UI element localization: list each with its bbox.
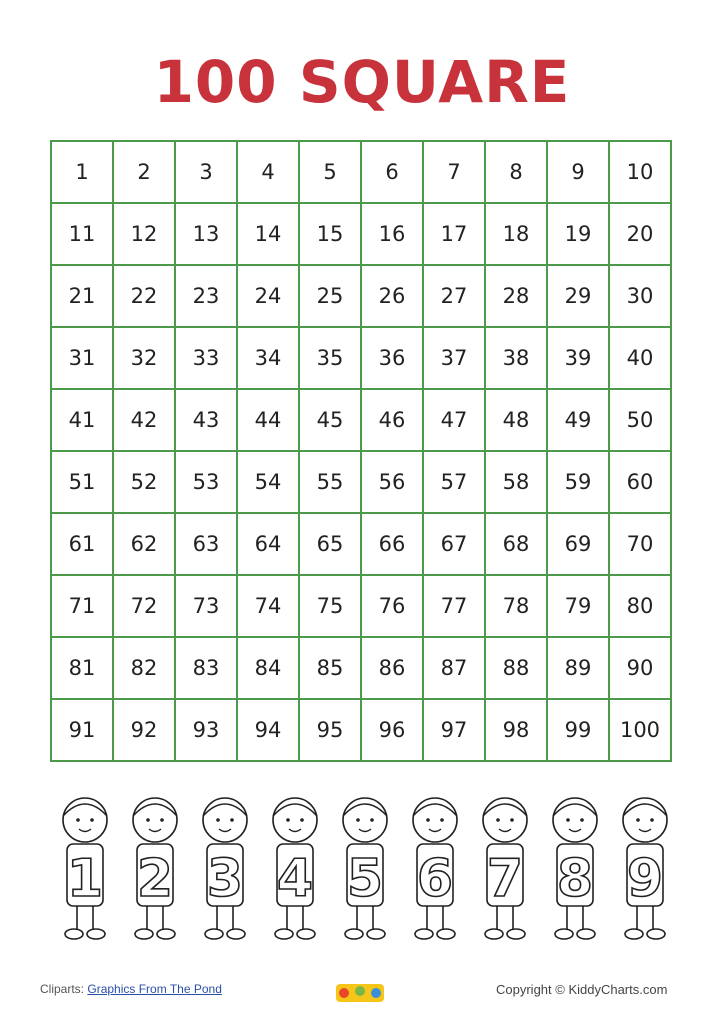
grid-cell: 61 — [52, 514, 112, 574]
grid-cell: 6 — [362, 142, 422, 202]
grid-cell: 47 — [424, 390, 484, 450]
grid-cell: 22 — [114, 266, 174, 326]
grid-cell: 30 — [610, 266, 670, 326]
kid-number-digit: 7 — [486, 849, 524, 909]
grid-cell: 58 — [486, 452, 546, 512]
grid-cell: 88 — [486, 638, 546, 698]
grid-cell: 96 — [362, 700, 422, 760]
grid-cell: 86 — [362, 638, 422, 698]
grid-cell: 92 — [114, 700, 174, 760]
grid-cell: 77 — [424, 576, 484, 636]
grid-cell: 27 — [424, 266, 484, 326]
grid-cell: 10 — [610, 142, 670, 202]
grid-cell: 23 — [176, 266, 236, 326]
kid-number-digit: 9 — [626, 849, 664, 909]
grid-cell: 18 — [486, 204, 546, 264]
grid-cell: 49 — [548, 390, 608, 450]
grid-cell: 97 — [424, 700, 484, 760]
grid-cell: 64 — [238, 514, 298, 574]
grid-cell: 52 — [114, 452, 174, 512]
cliparts-label: Cliparts: — [40, 982, 85, 996]
grid-cell: 62 — [114, 514, 174, 574]
grid-cell: 63 — [176, 514, 236, 574]
grid-cell: 95 — [300, 700, 360, 760]
grid-cell: 73 — [176, 576, 236, 636]
grid-cell: 81 — [52, 638, 112, 698]
grid-cell: 99 — [548, 700, 608, 760]
grid-cell: 15 — [300, 204, 360, 264]
grid-cell: 24 — [238, 266, 298, 326]
grid-cell: 87 — [424, 638, 484, 698]
grid-cell: 60 — [610, 452, 670, 512]
grid-cell: 54 — [238, 452, 298, 512]
grid-cell: 71 — [52, 576, 112, 636]
grid-cell: 11 — [52, 204, 112, 264]
grid-cell: 29 — [548, 266, 608, 326]
grid-cell: 42 — [114, 390, 174, 450]
grid-cell: 66 — [362, 514, 422, 574]
grid-cell: 25 — [300, 266, 360, 326]
grid-cell: 2 — [114, 142, 174, 202]
kid-number-digit: 8 — [556, 849, 594, 909]
grid-cell: 59 — [548, 452, 608, 512]
grid-cell: 72 — [114, 576, 174, 636]
grid-cell: 41 — [52, 390, 112, 450]
grid-cell: 26 — [362, 266, 422, 326]
grid-cell: 68 — [486, 514, 546, 574]
grid-cell: 84 — [238, 638, 298, 698]
kid-number-digit: 3 — [206, 849, 244, 909]
grid-cell: 14 — [238, 204, 298, 264]
grid-cell: 45 — [300, 390, 360, 450]
grid-cell: 4 — [238, 142, 298, 202]
grid-cell: 55 — [300, 452, 360, 512]
grid-cell: 51 — [52, 452, 112, 512]
kids-holding-numbers-illustration — [50, 790, 680, 950]
grid-cell: 70 — [610, 514, 670, 574]
grid-cell: 40 — [610, 328, 670, 388]
copyright-text: Copyright © KiddyCharts.com — [496, 982, 668, 997]
grid-cell: 44 — [238, 390, 298, 450]
grid-cell: 9 — [548, 142, 608, 202]
grid-cell: 79 — [548, 576, 608, 636]
grid-cell: 43 — [176, 390, 236, 450]
grid-cell: 17 — [424, 204, 484, 264]
grid-cell: 19 — [548, 204, 608, 264]
grid-cell: 98 — [486, 700, 546, 760]
grid-cell: 8 — [486, 142, 546, 202]
grid-cell: 5 — [300, 142, 360, 202]
grid-cell: 3 — [176, 142, 236, 202]
grid-cell: 34 — [238, 328, 298, 388]
grid-cell: 91 — [52, 700, 112, 760]
grid-cell: 38 — [486, 328, 546, 388]
grid-cell: 94 — [238, 700, 298, 760]
grid-cell: 48 — [486, 390, 546, 450]
grid-cell: 93 — [176, 700, 236, 760]
grid-cell: 75 — [300, 576, 360, 636]
grid-cell: 13 — [176, 204, 236, 264]
grid-cell: 82 — [114, 638, 174, 698]
grid-cell: 57 — [424, 452, 484, 512]
grid-cell: 50 — [610, 390, 670, 450]
kid-number-digit: 4 — [276, 849, 314, 909]
grid-cell: 46 — [362, 390, 422, 450]
grid-cell: 89 — [548, 638, 608, 698]
grid-cell: 28 — [486, 266, 546, 326]
grid-cell: 56 — [362, 452, 422, 512]
grid-cell: 69 — [548, 514, 608, 574]
grid-cell: 16 — [362, 204, 422, 264]
grid-cell: 1 — [52, 142, 112, 202]
grid-cell: 65 — [300, 514, 360, 574]
kiddycharts-logo — [330, 978, 390, 1006]
kid-number-digit: 5 — [346, 849, 384, 909]
kid-number-digit: 2 — [136, 849, 174, 909]
grid-cell: 78 — [486, 576, 546, 636]
cliparts-link[interactable]: Graphics From The Pond — [87, 982, 222, 996]
grid-cell: 80 — [610, 576, 670, 636]
grid-cell: 35 — [300, 328, 360, 388]
grid-cell: 12 — [114, 204, 174, 264]
grid-cell: 85 — [300, 638, 360, 698]
grid-cell: 33 — [176, 328, 236, 388]
kid-number-digit: 6 — [416, 849, 454, 909]
page-title: 100 SQUARE — [153, 48, 571, 116]
grid-cell: 76 — [362, 576, 422, 636]
grid-cell: 100 — [610, 700, 670, 760]
grid-cell: 31 — [52, 328, 112, 388]
cliparts-credit — [40, 982, 222, 996]
grid-cell: 7 — [424, 142, 484, 202]
grid-cell: 37 — [424, 328, 484, 388]
grid-cell: 90 — [610, 638, 670, 698]
grid-cell: 83 — [176, 638, 236, 698]
grid-cell: 36 — [362, 328, 422, 388]
grid-cell: 20 — [610, 204, 670, 264]
grid-cell: 53 — [176, 452, 236, 512]
grid-cell: 74 — [238, 576, 298, 636]
grid-cell: 39 — [548, 328, 608, 388]
kid-number-digit: 1 — [66, 849, 104, 909]
grid-cell: 21 — [52, 266, 112, 326]
grid-cell: 32 — [114, 328, 174, 388]
hundred-square-grid — [50, 140, 672, 762]
grid-cell: 67 — [424, 514, 484, 574]
